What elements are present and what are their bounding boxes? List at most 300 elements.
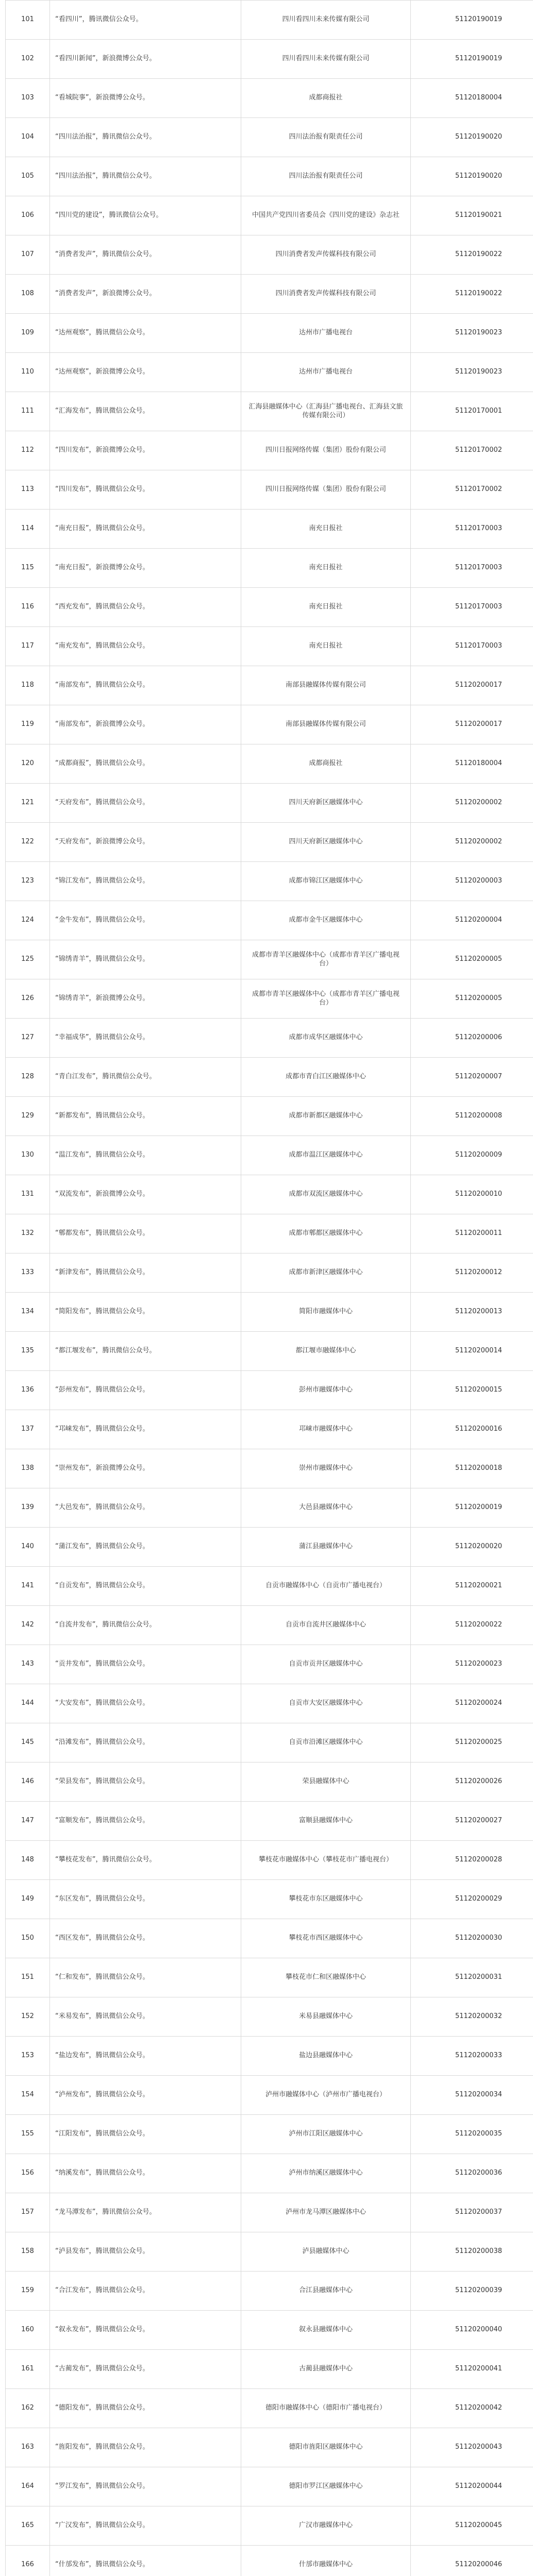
account-name-cell: “荣县发布”，腾讯微信公众号。 (50, 1762, 241, 1802)
registration-code-cell: 51120200016 (411, 1410, 533, 1449)
registration-code-cell: 51120200002 (411, 823, 533, 862)
account-name-cell: “看四川新闻”，新浪微博公众号。 (50, 40, 241, 79)
registration-code-cell: 51120170002 (411, 470, 533, 510)
organization-cell: 四川日报网络传媒（集团）股份有限公司 (241, 470, 411, 510)
table-row (6, 2467, 533, 2506)
table-row (6, 940, 533, 979)
table-row (6, 2506, 533, 2546)
row-number-cell: 117 (6, 627, 50, 666)
account-name-cell: “贡井发布”，腾讯微信公众号。 (50, 1645, 241, 1684)
table-row (6, 2076, 533, 2115)
organization-cell: 自贡市沿滩区融媒体中心 (241, 1723, 411, 1762)
row-number-cell: 140 (6, 1528, 50, 1567)
row-number-cell: 137 (6, 1410, 50, 1449)
table-row (6, 2350, 533, 2389)
table-row (6, 1410, 533, 1449)
account-name-cell: “自流井发布”，腾讯微信公众号。 (50, 1606, 241, 1645)
account-name-cell: “攀枝花发布”，腾讯微信公众号。 (50, 1841, 241, 1880)
registration-code-cell: 51120200044 (411, 2467, 533, 2506)
row-number-cell: 111 (6, 392, 50, 431)
registration-code-cell: 51120200007 (411, 1058, 533, 1097)
account-name-cell: “古蔺发布”，腾讯微信公众号。 (50, 2350, 241, 2389)
row-number-cell: 101 (6, 1, 50, 40)
organization-cell: 四川消费者发声传媒科技有限公司 (241, 275, 411, 314)
account-name-cell: “合江发布”，腾讯微信公众号。 (50, 2272, 241, 2311)
organization-cell: 攀枝花市仁和区融媒体中心 (241, 1958, 411, 1997)
table-row (6, 196, 533, 235)
registry-table (5, 0, 533, 2576)
organization-cell: 简阳市融媒体中心 (241, 1293, 411, 1332)
registration-code-cell: 51120200043 (411, 2428, 533, 2467)
account-name-cell: “达州观察”，新浪微博公众号。 (50, 353, 241, 392)
table-row (6, 118, 533, 157)
organization-cell: 攀枝花市东区融媒体中心 (241, 1880, 411, 1919)
table-row (6, 2272, 533, 2311)
table-row (6, 1958, 533, 1997)
organization-cell: 四川天府新区融媒体中心 (241, 784, 411, 823)
account-name-cell: “大安发布”，腾讯微信公众号。 (50, 1684, 241, 1723)
organization-cell: 泸县融媒体中心 (241, 2232, 411, 2272)
row-number-cell: 141 (6, 1567, 50, 1606)
row-number-cell: 123 (6, 862, 50, 901)
table-row (6, 901, 533, 940)
row-number-cell: 145 (6, 1723, 50, 1762)
organization-cell: 成都市郫都区融媒体中心 (241, 1214, 411, 1253)
account-name-cell: “锦绣青羊”，腾讯微信公众号。 (50, 940, 241, 979)
row-number-cell: 124 (6, 901, 50, 940)
row-number-cell: 103 (6, 79, 50, 118)
account-name-cell: “大邑发布”，腾讯微信公众号。 (50, 1488, 241, 1528)
registration-code-cell: 51120200005 (411, 979, 533, 1019)
organization-cell: 成都市新都区融媒体中心 (241, 1097, 411, 1136)
row-number-cell: 107 (6, 235, 50, 275)
account-name-cell: “西区发布”，腾讯微信公众号。 (50, 1919, 241, 1958)
registration-code-cell: 51120200006 (411, 1019, 533, 1058)
row-number-cell: 152 (6, 1997, 50, 2037)
organization-cell: 自贡市融媒体中心（自贡市广播电视台） (241, 1567, 411, 1606)
registration-code-cell: 51120200029 (411, 1880, 533, 1919)
row-number-cell: 154 (6, 2076, 50, 2115)
organization-cell: 成都市成华区融媒体中心 (241, 1019, 411, 1058)
table-row (6, 784, 533, 823)
organization-cell: 自贡市贡井区融媒体中心 (241, 1645, 411, 1684)
row-number-cell: 119 (6, 705, 50, 744)
account-name-cell: “金牛发布”，腾讯微信公众号。 (50, 901, 241, 940)
row-number-cell: 104 (6, 118, 50, 157)
account-name-cell: “消费者发声”，腾讯微信公众号。 (50, 235, 241, 275)
table-row (6, 235, 533, 275)
row-number-cell: 110 (6, 353, 50, 392)
table-row (6, 823, 533, 862)
registration-code-cell: 51120200015 (411, 1371, 533, 1410)
registration-code-cell: 51120190020 (411, 118, 533, 157)
organization-cell: 成都市温江区融媒体中心 (241, 1136, 411, 1175)
organization-cell: 富顺县融媒体中心 (241, 1802, 411, 1841)
organization-cell: 崇州市融媒体中心 (241, 1449, 411, 1488)
table-row (6, 627, 533, 666)
account-name-cell: “幸福成华”，腾讯微信公众号。 (50, 1019, 241, 1058)
row-number-cell: 130 (6, 1136, 50, 1175)
organization-cell: 成都商报社 (241, 79, 411, 118)
table-row (6, 2546, 533, 2576)
row-number-cell: 132 (6, 1214, 50, 1253)
account-name-cell: “纳溪发布”，腾讯微信公众号。 (50, 2154, 241, 2193)
registration-code-cell: 51120200022 (411, 1606, 533, 1645)
account-name-cell: “达州观察”，腾讯微信公众号。 (50, 314, 241, 353)
row-number-cell: 161 (6, 2350, 50, 2389)
registration-code-cell: 51120200041 (411, 2350, 533, 2389)
table-row (6, 1332, 533, 1371)
registry-table-container (5, 0, 525, 2576)
account-name-cell: “四川法治报”，腾讯微信公众号。 (50, 157, 241, 196)
table-row (6, 1567, 533, 1606)
table-row (6, 1880, 533, 1919)
table-row (6, 2193, 533, 2232)
table-row (6, 1449, 533, 1488)
table-row (6, 1802, 533, 1841)
account-name-cell: “四川发布”，新浪微博公众号。 (50, 431, 241, 470)
account-name-cell: “郫都发布”，腾讯微信公众号。 (50, 1214, 241, 1253)
account-name-cell: “江阳发布”，腾讯微信公众号。 (50, 2115, 241, 2154)
table-row (6, 979, 533, 1019)
table-row (6, 314, 533, 353)
organization-cell: 合江县融媒体中心 (241, 2272, 411, 2311)
account-name-cell: “泸州发布”，腾讯微信公众号。 (50, 2076, 241, 2115)
account-name-cell: “锦绣青羊”，新浪微博公众号。 (50, 979, 241, 1019)
organization-cell: 泸州市龙马潭区融媒体中心 (241, 2193, 411, 2232)
account-name-cell: “仁和发布”，腾讯微信公众号。 (50, 1958, 241, 1997)
registration-code-cell: 51120200031 (411, 1958, 533, 1997)
registration-code-cell: 51120200019 (411, 1488, 533, 1528)
organization-cell: 成都市青羊区融媒体中心（成都市青羊区广播电视台） (241, 940, 411, 979)
account-name-cell: “都江堰发布”，腾讯微信公众号。 (50, 1332, 241, 1371)
account-name-cell: “米易发布”，腾讯微信公众号。 (50, 1997, 241, 2037)
account-name-cell: “青白江发布”，腾讯微信公众号。 (50, 1058, 241, 1097)
row-number-cell: 165 (6, 2506, 50, 2546)
table-row (6, 2232, 533, 2272)
account-name-cell: “四川发布”，腾讯微信公众号。 (50, 470, 241, 510)
account-name-cell: “自贡发布”，腾讯微信公众号。 (50, 1567, 241, 1606)
account-name-cell: “成都商报”，腾讯微信公众号。 (50, 744, 241, 784)
account-name-cell: “龙马潭发布”，腾讯微信公众号。 (50, 2193, 241, 2232)
registration-code-cell: 51120190020 (411, 157, 533, 196)
table-row (6, 1175, 533, 1214)
row-number-cell: 136 (6, 1371, 50, 1410)
table-row (6, 1, 533, 40)
registration-code-cell: 51120180004 (411, 79, 533, 118)
organization-cell: 都江堰市融媒体中心 (241, 1332, 411, 1371)
account-name-cell: “蒲江发布”，腾讯微信公众号。 (50, 1528, 241, 1567)
account-name-cell: “四川党的建设”，腾讯微信公众号。 (50, 196, 241, 235)
registration-code-cell: 51120200021 (411, 1567, 533, 1606)
table-row (6, 744, 533, 784)
account-name-cell: “消费者发声”，新浪微博公众号。 (50, 275, 241, 314)
table-row (6, 862, 533, 901)
account-name-cell: “旌阳发布”，腾讯微信公众号。 (50, 2428, 241, 2467)
row-number-cell: 166 (6, 2546, 50, 2576)
table-row (6, 1136, 533, 1175)
organization-cell: 成都市青白江区融媒体中心 (241, 1058, 411, 1097)
registration-code-cell: 51120200035 (411, 2115, 533, 2154)
account-name-cell: “四川法治报”，腾讯微信公众号。 (50, 118, 241, 157)
table-row (6, 1058, 533, 1097)
row-number-cell: 118 (6, 666, 50, 705)
organization-cell: 达州市广播电视台 (241, 314, 411, 353)
organization-cell: 成都市新津区融媒体中心 (241, 1253, 411, 1293)
registration-code-cell: 51120200026 (411, 1762, 533, 1802)
table-row (6, 1762, 533, 1802)
organization-cell: 成都市双流区融媒体中心 (241, 1175, 411, 1214)
table-row (6, 666, 533, 705)
registration-code-cell: 51120190019 (411, 40, 533, 79)
account-name-cell: “沿滩发布”，腾讯微信公众号。 (50, 1723, 241, 1762)
organization-cell: 泸州市融媒体中心（泸州市广播电视台） (241, 2076, 411, 2115)
organization-cell: 南充日报社 (241, 510, 411, 549)
organization-cell: 泸州市纳溪区融媒体中心 (241, 2154, 411, 2193)
account-name-cell: “德阳发布”，腾讯微信公众号。 (50, 2389, 241, 2428)
registration-code-cell: 51120200038 (411, 2232, 533, 2272)
row-number-cell: 112 (6, 431, 50, 470)
organization-cell: 汇海县融媒体中心（汇海县广播电视台、汇海县文旅传媒有限公司） (241, 392, 411, 431)
row-number-cell: 139 (6, 1488, 50, 1528)
registration-code-cell: 51120200045 (411, 2506, 533, 2546)
registration-code-cell: 51120200011 (411, 1214, 533, 1253)
row-number-cell: 143 (6, 1645, 50, 1684)
registration-code-cell: 51120200042 (411, 2389, 533, 2428)
table-row (6, 549, 533, 588)
organization-cell: 四川消费者发声传媒科技有限公司 (241, 235, 411, 275)
account-name-cell: “简阳发布”，腾讯微信公众号。 (50, 1293, 241, 1332)
table-row (6, 157, 533, 196)
table-row (6, 353, 533, 392)
table-row (6, 1293, 533, 1332)
row-number-cell: 150 (6, 1919, 50, 1958)
account-name-cell: “罗江发布”，腾讯微信公众号。 (50, 2467, 241, 2506)
account-name-cell: “邛崃发布”，腾讯微信公众号。 (50, 1410, 241, 1449)
row-number-cell: 144 (6, 1684, 50, 1723)
registration-code-cell: 51120200033 (411, 2037, 533, 2076)
table-row (6, 1528, 533, 1567)
table-row (6, 2154, 533, 2193)
account-name-cell: “看城院事”，新浪微博公众号。 (50, 79, 241, 118)
registration-code-cell: 51120200046 (411, 2546, 533, 2576)
row-number-cell: 159 (6, 2272, 50, 2311)
organization-cell: 南部县融媒体传媒有限公司 (241, 666, 411, 705)
organization-cell: 四川日报网络传媒（集团）股份有限公司 (241, 431, 411, 470)
registration-code-cell: 51120200018 (411, 1449, 533, 1488)
row-number-cell: 102 (6, 40, 50, 79)
row-number-cell: 149 (6, 1880, 50, 1919)
registration-code-cell: 51120200017 (411, 705, 533, 744)
organization-cell: 四川法治报有限责任公司 (241, 118, 411, 157)
account-name-cell: “新都发布”，腾讯微信公众号。 (50, 1097, 241, 1136)
table-row (6, 275, 533, 314)
row-number-cell: 116 (6, 588, 50, 627)
account-name-cell: “温江发布”，腾讯微信公众号。 (50, 1136, 241, 1175)
registration-code-cell: 51120170001 (411, 392, 533, 431)
row-number-cell: 120 (6, 744, 50, 784)
organization-cell: 自贡市大安区融媒体中心 (241, 1684, 411, 1723)
account-name-cell: “盐边发布”，腾讯微信公众号。 (50, 2037, 241, 2076)
row-number-cell: 162 (6, 2389, 50, 2428)
account-name-cell: “看四川”，腾讯微信公众号。 (50, 1, 241, 40)
table-row (6, 470, 533, 510)
registration-code-cell: 51120200012 (411, 1253, 533, 1293)
account-name-cell: “新津发布”，腾讯微信公众号。 (50, 1253, 241, 1293)
registration-code-cell: 51120170003 (411, 510, 533, 549)
registration-code-cell: 51120190022 (411, 235, 533, 275)
table-row (6, 431, 533, 470)
table-row (6, 1841, 533, 1880)
table-row (6, 1606, 533, 1645)
registration-code-cell: 51120200039 (411, 2272, 533, 2311)
account-name-cell: “西充发布”，腾讯微信公众号。 (50, 588, 241, 627)
registration-code-cell: 51120200010 (411, 1175, 533, 1214)
registration-code-cell: 51120200002 (411, 784, 533, 823)
organization-cell: 成都市锦江区融媒体中心 (241, 862, 411, 901)
table-row (6, 2311, 533, 2350)
registration-code-cell: 51120170003 (411, 627, 533, 666)
row-number-cell: 155 (6, 2115, 50, 2154)
registration-code-cell: 51120200036 (411, 2154, 533, 2193)
organization-cell: 德阳市旌阳区融媒体中心 (241, 2428, 411, 2467)
table-row (6, 2115, 533, 2154)
organization-cell: 南部县融媒体传媒有限公司 (241, 705, 411, 744)
table-row (6, 1919, 533, 1958)
registration-code-cell: 51120200009 (411, 1136, 533, 1175)
row-number-cell: 164 (6, 2467, 50, 2506)
table-row (6, 1488, 533, 1528)
registry-table-body (6, 1, 533, 2576)
organization-cell: 成都市青羊区融媒体中心（成都市青羊区广播电视台） (241, 979, 411, 1019)
account-name-cell: “崇州发布”，新浪微博公众号。 (50, 1449, 241, 1488)
organization-cell: 盐边县融媒体中心 (241, 2037, 411, 2076)
account-name-cell: “汇海发布”，腾讯微信公众号。 (50, 392, 241, 431)
table-row (6, 510, 533, 549)
organization-cell: 米易县融媒体中心 (241, 1997, 411, 2037)
row-number-cell: 125 (6, 940, 50, 979)
row-number-cell: 153 (6, 2037, 50, 2076)
account-name-cell: “南充日报”，腾讯微信公众号。 (50, 510, 241, 549)
table-row (6, 1997, 533, 2037)
organization-cell: 攀枝花市融媒体中心（攀枝花市广播电视台） (241, 1841, 411, 1880)
account-name-cell: “东区发布”，腾讯微信公众号。 (50, 1880, 241, 1919)
registration-code-cell: 51120200003 (411, 862, 533, 901)
row-number-cell: 156 (6, 2154, 50, 2193)
row-number-cell: 129 (6, 1097, 50, 1136)
account-name-cell: “富顺发布”，腾讯微信公众号。 (50, 1802, 241, 1841)
table-row (6, 1019, 533, 1058)
account-name-cell: “南部发布”，新浪微博公众号。 (50, 705, 241, 744)
account-name-cell: “锦江发布”，腾讯微信公众号。 (50, 862, 241, 901)
organization-cell: 攀枝花市西区融媒体中心 (241, 1919, 411, 1958)
table-row (6, 1645, 533, 1684)
row-number-cell: 133 (6, 1253, 50, 1293)
registration-code-cell: 51120170003 (411, 588, 533, 627)
account-name-cell: “天府发布”，腾讯微信公众号。 (50, 784, 241, 823)
organization-cell: 成都商报社 (241, 744, 411, 784)
organization-cell: 广汉市融媒体中心 (241, 2506, 411, 2546)
account-name-cell: “泸县发布”，腾讯微信公众号。 (50, 2232, 241, 2272)
table-row (6, 1214, 533, 1253)
registration-code-cell: 51120200014 (411, 1332, 533, 1371)
table-row (6, 2389, 533, 2428)
registration-code-cell: 51120190019 (411, 1, 533, 40)
organization-cell: 古蔺县融媒体中心 (241, 2350, 411, 2389)
registration-code-cell: 51120200034 (411, 2076, 533, 2115)
account-name-cell: “南充日报”，新浪微博公众号。 (50, 549, 241, 588)
organization-cell: 德阳市罗江区融媒体中心 (241, 2467, 411, 2506)
registration-code-cell: 51120200008 (411, 1097, 533, 1136)
registration-code-cell: 51120200028 (411, 1841, 533, 1880)
account-name-cell: “叙永发布”，腾讯微信公众号。 (50, 2311, 241, 2350)
organization-cell: 达州市广播电视台 (241, 353, 411, 392)
registration-code-cell: 51120200030 (411, 1919, 533, 1958)
table-row (6, 2428, 533, 2467)
table-row (6, 1723, 533, 1762)
organization-cell: 南充日报社 (241, 627, 411, 666)
organization-cell: 南充日报社 (241, 549, 411, 588)
registration-code-cell: 51120190023 (411, 353, 533, 392)
organization-cell: 四川法治报有限责任公司 (241, 157, 411, 196)
row-number-cell: 114 (6, 510, 50, 549)
registration-code-cell: 51120190022 (411, 275, 533, 314)
row-number-cell: 109 (6, 314, 50, 353)
registration-code-cell: 51120200025 (411, 1723, 533, 1762)
organization-cell: 荣县融媒体中心 (241, 1762, 411, 1802)
row-number-cell: 108 (6, 275, 50, 314)
organization-cell: 德阳市融媒体中心（德阳市广播电视台） (241, 2389, 411, 2428)
row-number-cell: 147 (6, 1802, 50, 1841)
table-row (6, 1371, 533, 1410)
organization-cell: 四川看四川未来传媒有限公司 (241, 1, 411, 40)
registration-code-cell: 51120200027 (411, 1802, 533, 1841)
row-number-cell: 106 (6, 196, 50, 235)
table-row (6, 588, 533, 627)
registration-code-cell: 51120170002 (411, 431, 533, 470)
organization-cell: 中国共产党四川省委员会《四川党的建设》杂志社 (241, 196, 411, 235)
account-name-cell: “双流发布”，新浪微博公众号。 (50, 1175, 241, 1214)
registration-code-cell: 51120200023 (411, 1645, 533, 1684)
row-number-cell: 146 (6, 1762, 50, 1802)
table-row (6, 392, 533, 431)
row-number-cell: 105 (6, 157, 50, 196)
row-number-cell: 142 (6, 1606, 50, 1645)
row-number-cell: 148 (6, 1841, 50, 1880)
account-name-cell: “彭州发布”，腾讯微信公众号。 (50, 1371, 241, 1410)
organization-cell: 四川看四川未来传媒有限公司 (241, 40, 411, 79)
row-number-cell: 134 (6, 1293, 50, 1332)
organization-cell: 叙永县融媒体中心 (241, 2311, 411, 2350)
table-row (6, 1097, 533, 1136)
organization-cell: 蒲江县融媒体中心 (241, 1528, 411, 1567)
registration-code-cell: 51120200032 (411, 1997, 533, 2037)
organization-cell: 成都市金牛区融媒体中心 (241, 901, 411, 940)
registration-code-cell: 51120200040 (411, 2311, 533, 2350)
row-number-cell: 121 (6, 784, 50, 823)
registration-code-cell: 51120180004 (411, 744, 533, 784)
row-number-cell: 113 (6, 470, 50, 510)
registration-code-cell: 51120170003 (411, 549, 533, 588)
row-number-cell: 135 (6, 1332, 50, 1371)
row-number-cell: 115 (6, 549, 50, 588)
organization-cell: 彭州市融媒体中心 (241, 1371, 411, 1410)
account-name-cell: “南部发布”，腾讯微信公众号。 (50, 666, 241, 705)
organization-cell: 泸州市江阳区融媒体中心 (241, 2115, 411, 2154)
row-number-cell: 151 (6, 1958, 50, 1997)
registration-code-cell: 51120200020 (411, 1528, 533, 1567)
organization-cell: 南充日报社 (241, 588, 411, 627)
